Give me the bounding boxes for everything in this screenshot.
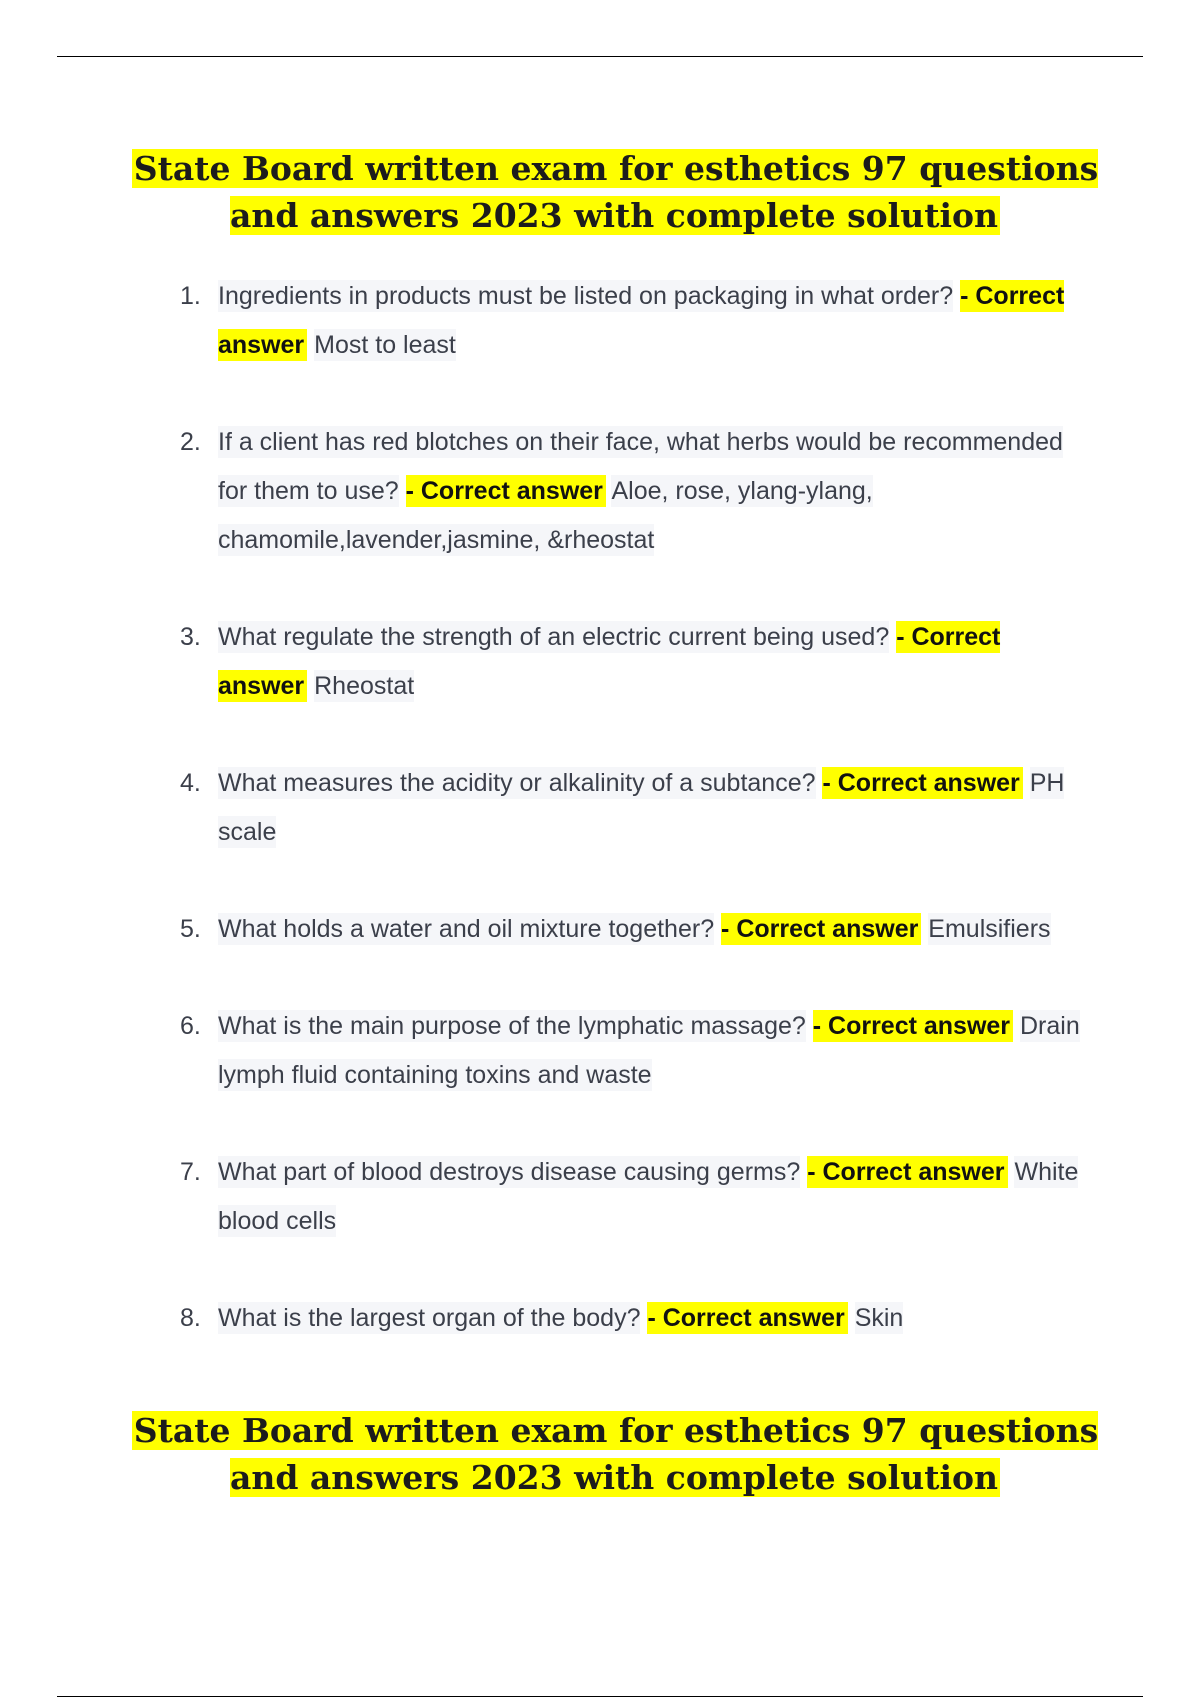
question-item — [180, 905, 1080, 954]
correct-answer-label: - Correct answer — [813, 1010, 1013, 1042]
question-item — [180, 1002, 1080, 1100]
correct-answer-label: - Correct answer — [807, 1156, 1007, 1188]
question-text: Ingredients in products must be listed on packaging in what order? — [218, 282, 954, 310]
answer-text: White blood cells — [218, 1158, 1079, 1235]
correct-answer-label: - Correct answer — [218, 623, 1001, 700]
footer-title-text: State Board written exam for esthetics 97 questions and answers 2023 with complete solution — [133, 1411, 1099, 1497]
footer-title — [120, 1407, 1110, 1501]
question-item — [180, 759, 1080, 857]
question-text: If a client has red blotches on their face, what herbs would be recommended for them to use? — [218, 428, 1063, 505]
question-item — [180, 1294, 1080, 1343]
answer-text: PH scale — [218, 769, 1065, 846]
answer-text: Skin — [854, 1304, 904, 1332]
correct-answer-label: - Correct answer — [218, 282, 1065, 359]
question-list — [180, 272, 1080, 1343]
answer-text: Emulsifiers — [928, 915, 1051, 943]
question-item — [180, 613, 1080, 711]
answer-text: Most to least — [314, 331, 456, 359]
correct-answer-label: - Correct answer — [721, 913, 921, 945]
correct-answer-label: - Correct answer — [822, 767, 1022, 799]
question-text: What measures the acidity or alkalinity of a subtance? — [218, 769, 816, 797]
question-number: 5. — [180, 915, 201, 943]
correct-answer-label: - Correct answer — [406, 475, 606, 507]
answer-text: Aloe, rose, ylang-ylang, chamomile,lavender,jasmine, &rheostat — [218, 477, 873, 554]
question-text: What is the main purpose of the lymphatic massage? — [218, 1012, 806, 1040]
question-number: 6. — [180, 1012, 201, 1040]
question-number: 4. — [180, 769, 201, 797]
answer-text: Drain lymph fluid containing toxins and waste — [218, 1012, 1080, 1089]
question-item — [180, 1148, 1080, 1246]
question-number: 2. — [180, 428, 201, 456]
question-number: 3. — [180, 623, 201, 651]
question-number: 7. — [180, 1158, 201, 1186]
bottom-divider — [57, 1696, 1143, 1697]
top-divider — [57, 56, 1143, 57]
correct-answer-label: - Correct answer — [647, 1302, 847, 1334]
question-text: What is the largest organ of the body? — [218, 1304, 641, 1332]
page-title — [120, 145, 1110, 239]
question-text: What regulate the strength of an electric current being used? — [218, 623, 890, 651]
question-item — [180, 272, 1080, 370]
question-item — [180, 418, 1080, 565]
question-text: What part of blood destroys disease causing germs? — [218, 1158, 801, 1186]
question-number: 8. — [180, 1304, 201, 1332]
question-text: What holds a water and oil mixture together? — [218, 915, 715, 943]
question-number: 1. — [180, 282, 201, 310]
answer-text: Rheostat — [314, 672, 415, 700]
page-title-text: State Board written exam for esthetics 97 questions and answers 2023 with complete solution — [133, 149, 1099, 235]
